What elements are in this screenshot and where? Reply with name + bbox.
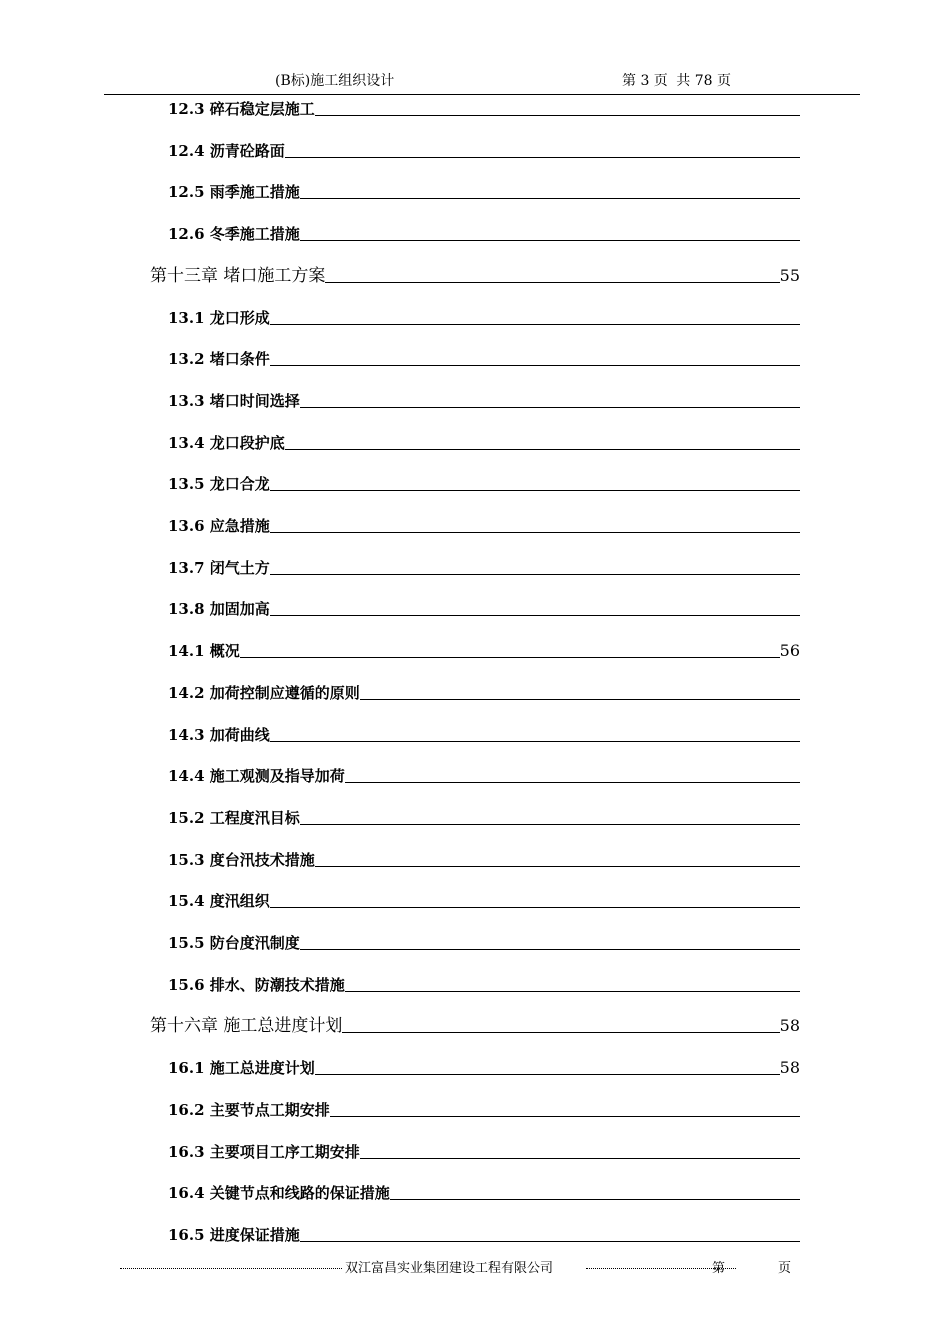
toc-leader-line (300, 1240, 800, 1242)
current-page-label: 第 3 页 (622, 73, 668, 89)
total-pages-label: 共 78 页 (676, 73, 731, 89)
footer-dotted-rule-left (120, 1268, 342, 1269)
toc-chapter-entry[interactable] (150, 262, 800, 286)
toc-leader-line (285, 448, 800, 450)
toc-section-entry[interactable] (168, 429, 800, 453)
toc-entry-title: 15.2 工程度汛目标 (168, 809, 300, 827)
toc-section-entry[interactable] (168, 721, 800, 745)
toc-leader-line (342, 1031, 779, 1033)
page-indicator (622, 70, 735, 90)
toc-leader-line (270, 614, 800, 616)
toc-entry-title: 13.4 龙口段护底 (168, 434, 285, 452)
page-header (0, 0, 950, 100)
toc-leader-line (315, 114, 800, 116)
toc-entry-title: 13.7 闭气土方 (168, 559, 270, 577)
toc-entry-page-number: 56 (779, 641, 800, 660)
toc-section-entry[interactable] (168, 971, 800, 995)
toc-entry-title: 16.2 主要节点工期安排 (168, 1101, 330, 1119)
toc-leader-line (315, 865, 800, 867)
toc-entry-title: 15.6 排水、防潮技术措施 (168, 976, 345, 994)
toc-leader-line (390, 1198, 800, 1200)
toc-leader-line (345, 781, 800, 783)
toc-entry-title: 13.8 加固加高 (168, 600, 270, 618)
toc-leader-line (270, 740, 800, 742)
toc-leader-line (285, 156, 800, 158)
toc-section-entry[interactable] (168, 1179, 800, 1203)
toc-entry-page-number: 58 (779, 1058, 800, 1077)
toc-leader-line (360, 1157, 800, 1159)
toc-leader-line (300, 197, 800, 199)
toc-entry-page-number: 55 (779, 266, 800, 285)
footer-page-suffix: 页 (778, 1261, 792, 1276)
toc-entry-title: 13.6 应急措施 (168, 517, 270, 535)
toc-entry-title: 16.4 关键节点和线路的保证措施 (168, 1184, 390, 1202)
toc-entry-title: 12.5 雨季施工措施 (168, 183, 300, 201)
toc-chapter-entry[interactable] (150, 1012, 800, 1036)
toc-section-entry[interactable] (168, 304, 800, 328)
toc-section-entry[interactable] (168, 1138, 800, 1162)
toc-leader-line (300, 823, 800, 825)
toc-section-entry[interactable] (168, 512, 800, 536)
toc-entry-title: 16.5 进度保证措施 (168, 1226, 300, 1244)
toc-entry-title: 12.3 碎石稳定层施工 (168, 100, 315, 118)
toc-leader-line (300, 406, 800, 408)
toc-entry-title: 15.4 度汛组织 (168, 892, 270, 910)
toc-leader-line (345, 990, 800, 992)
footer-page-prefix: 第 (712, 1261, 726, 1276)
toc-leader-line (270, 906, 800, 908)
document-title: (B标)施工组织设计 (275, 73, 395, 89)
toc-entry-title: 15.3 度台汛技术措施 (168, 851, 315, 869)
toc-section-entry[interactable] (168, 1221, 800, 1245)
toc-leader-line (270, 323, 800, 325)
toc-leader-line (240, 656, 780, 658)
toc-leader-line (360, 698, 800, 700)
toc-section-entry[interactable] (168, 137, 800, 161)
toc-entry-title: 14.1 概况 (168, 642, 240, 660)
page-footer (0, 1250, 950, 1280)
toc-entry-title: 12.4 沥青砼路面 (168, 142, 285, 160)
toc-entry-title: 14.4 施工观测及指导加荷 (168, 767, 345, 785)
toc-section-entry[interactable] (168, 220, 800, 244)
toc-section-entry[interactable] (168, 387, 800, 411)
toc-leader-line (270, 531, 800, 533)
toc-leader-line (325, 281, 779, 283)
toc-section-entry[interactable] (168, 679, 800, 703)
toc-section-entry[interactable] (168, 178, 800, 202)
toc-section-entry[interactable] (168, 637, 800, 661)
toc-section-entry[interactable] (168, 846, 800, 870)
toc-entry-title: 第十六章 施工总进度计划 (150, 1016, 343, 1036)
toc-entry-title: 14.2 加荷控制应遵循的原则 (168, 684, 360, 702)
toc-entry-title: 13.5 龙口合龙 (168, 475, 270, 493)
toc-entry-page-number: 58 (779, 1016, 800, 1035)
toc-section-entry[interactable] (168, 1096, 800, 1120)
toc-leader-line (270, 489, 800, 491)
toc-leader-line (270, 364, 800, 366)
toc-section-entry[interactable] (168, 929, 800, 953)
toc-section-entry[interactable] (168, 95, 800, 119)
toc-entry-title: 14.3 加荷曲线 (168, 726, 270, 744)
toc-section-entry[interactable] (168, 887, 800, 911)
toc-section-entry[interactable] (168, 470, 800, 494)
toc-entry-title: 16.3 主要项目工序工期安排 (168, 1143, 360, 1161)
toc-section-entry[interactable] (168, 1054, 800, 1078)
toc-section-entry[interactable] (168, 554, 800, 578)
toc-leader-line (270, 573, 800, 575)
toc-entry-title: 13.2 堵口条件 (168, 350, 270, 368)
toc-entry-title: 13.1 龙口形成 (168, 309, 270, 327)
toc-entry-title: 13.3 堵口时间选择 (168, 392, 300, 410)
toc-section-entry[interactable] (168, 804, 800, 828)
toc-leader-line (315, 1073, 780, 1075)
toc-section-entry[interactable] (168, 595, 800, 619)
toc-leader-line (330, 1115, 800, 1117)
toc-entry-title: 12.6 冬季施工措施 (168, 225, 300, 243)
toc-section-entry[interactable] (168, 345, 800, 369)
toc-leader-line (300, 239, 800, 241)
toc-entry-title: 第十三章 堵口施工方案 (150, 266, 326, 286)
toc-section-entry[interactable] (168, 762, 800, 786)
toc-leader-line (300, 948, 800, 950)
toc-entry-title: 16.1 施工总进度计划 (168, 1059, 315, 1077)
toc-entry-title: 15.5 防台度汛制度 (168, 934, 300, 952)
company-name: 双江富昌实业集团建设工程有限公司 (345, 1261, 554, 1276)
